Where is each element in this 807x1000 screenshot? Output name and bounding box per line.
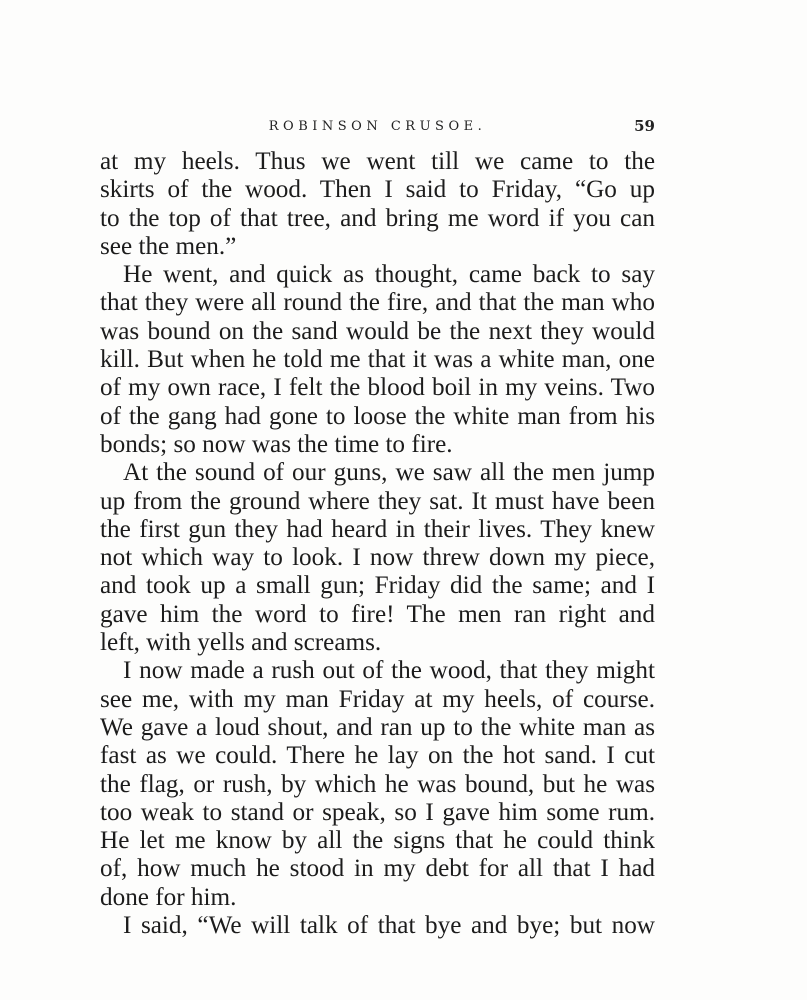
text-line: bonds; so now was the time to fire.	[100, 430, 453, 458]
text-line: that they were all round the fire, and that the man who	[100, 289, 655, 317]
text-line: the flag, or rush, by which he was bound, but he was	[100, 770, 655, 798]
text-line: and took up a small gun; Friday did the same; and I	[100, 572, 655, 600]
text-line: was bound on the sand would be the next they would	[100, 317, 655, 345]
text-line: of, how much he stood in my debt for all that I had	[100, 855, 655, 883]
body-text	[100, 148, 655, 940]
text-line: I now made a rush out of the wood, that they might	[123, 657, 655, 685]
text-line: gave him the word to fire! The men ran right and	[100, 600, 655, 628]
text-line: He went, and quick as thought, came back to say	[123, 261, 655, 289]
text-line: of my own race, I felt the blood boil in my veins. Two	[100, 374, 655, 402]
text-line: to the top of that tree, and bring me word if you can	[100, 204, 655, 232]
page-number: 59	[634, 117, 655, 135]
text-line: of the gang had gone to loose the white man from his	[100, 402, 655, 430]
text-line: at my heels. Thus we went till we came to the	[100, 148, 655, 175]
text-line: too weak to stand or speak, so I gave him some rum.	[100, 798, 655, 826]
text-line: done for him.	[100, 883, 237, 911]
text-line: not which way to look. I now threw down my piece,	[100, 544, 655, 572]
running-title: ROBINSON CRUSOE.	[268, 119, 487, 134]
text-line: I said, “We will talk of that bye and bye; but now	[123, 912, 655, 940]
text-line: see the men.”	[100, 232, 237, 260]
text-line: kill. But when he told me that it was a white man, one	[100, 346, 655, 374]
text-line: skirts of the wood. Then I said to Friday, “Go up	[100, 176, 655, 204]
text-line: At the sound of our guns, we saw all the men jump	[123, 459, 655, 487]
text-line: We gave a loud shout, and ran up to the white man as	[100, 713, 655, 741]
text-line: see me, with my man Friday at my heels, of course.	[100, 685, 655, 713]
text-line: fast as we could. There he lay on the hot sand. I cut	[100, 742, 655, 770]
text-line: left, with yells and screams.	[100, 629, 382, 657]
text-line: up from the ground where they sat. It must have been	[100, 487, 655, 515]
text-line: He let me know by all the signs that he could think	[100, 827, 655, 855]
text-line: the first gun they had heard in their lives. They knew	[100, 515, 655, 543]
running-head	[100, 117, 655, 139]
